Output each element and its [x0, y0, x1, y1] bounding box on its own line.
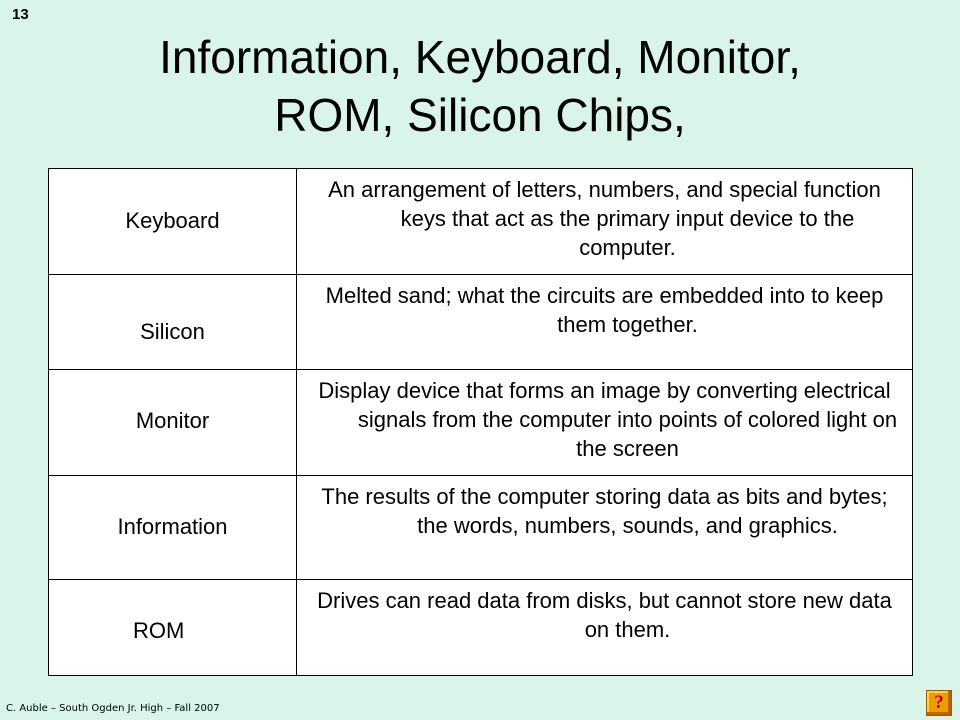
term-monitor: Monitor	[135, 408, 210, 433]
definition-cell	[297, 275, 913, 370]
title-line-1: Information, Keyboard, Monitor,	[159, 31, 801, 83]
term-cell	[49, 370, 297, 476]
definition-silicon: Melted sand; what the circuits are embedded into to keep them together.	[325, 283, 884, 337]
definition-rom: Drives can read data from disks, but cannot store new data on them.	[317, 588, 892, 642]
table-row	[49, 580, 913, 676]
help-icon[interactable]	[926, 690, 952, 716]
table-row	[49, 169, 913, 275]
table-row	[49, 370, 913, 476]
footer-credit: C. Auble – South Ogden Jr. High – Fall 2007	[6, 703, 220, 714]
term-information: Information	[117, 514, 228, 539]
table-row	[49, 275, 913, 370]
terms-table	[48, 168, 913, 676]
definition-cell	[297, 476, 913, 580]
term-rom: ROM	[133, 618, 185, 643]
definition-cell	[297, 370, 913, 476]
table-row	[49, 476, 913, 580]
term-keyboard: Keyboard	[125, 208, 220, 233]
definition-keyboard: An arrangement of letters, numbers, and special function keys that act as the primary input device to the computer.	[328, 177, 881, 260]
term-cell	[49, 169, 297, 275]
page-title	[0, 28, 960, 144]
definition-monitor: Display device that forms an image by converting electrical signals from the computer into points of colored light on the screen	[318, 378, 898, 461]
term-silicon: Silicon	[140, 319, 205, 344]
term-cell	[49, 275, 297, 370]
term-cell	[49, 476, 297, 580]
definition-cell	[297, 580, 913, 676]
slide-number: 13	[12, 6, 29, 23]
term-cell	[49, 580, 297, 676]
definition-information: The results of the computer storing data as bits and bytes; the words, numbers, sounds, and graphics.	[321, 484, 888, 538]
title-line-2: ROM, Silicon Chips,	[274, 89, 686, 141]
help-glyph: ?	[934, 692, 944, 713]
definition-cell	[297, 169, 913, 275]
